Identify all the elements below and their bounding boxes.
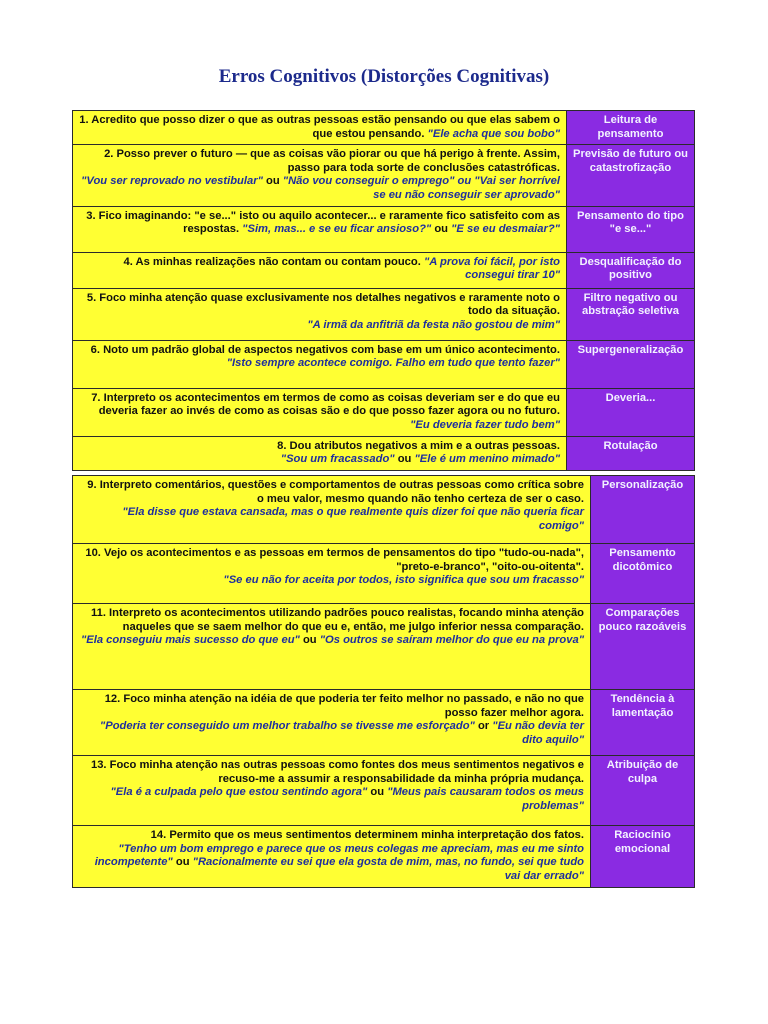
distortion-text: 3. Fico imaginando: "e se..." isto ou aquilo acontecer... e raramente fico satisfeito com as respostas. (86, 209, 560, 236)
distortion-label: Rotulação (567, 436, 695, 470)
example-b: "E se eu desmaiar?" (451, 223, 560, 236)
table-row (73, 544, 695, 604)
table-row (73, 756, 695, 826)
connector-word: ou (302, 634, 317, 647)
distortion-example (79, 175, 560, 202)
distortion-example (79, 720, 584, 747)
distortion-label: Deveria... (567, 388, 695, 436)
example-b: "Racionalmente eu sei que ela gosta de mim, mas, no fundo, sei que tudo vai dar errado" (192, 856, 584, 882)
distortion-text: 11. Interpreto os acontecimentos utilizando padrões pouco realistas, focando minha atenção naqueles que se saem melhor do que eu e, então, me julgo inferior nessa comparação. (91, 607, 584, 633)
table-row (73, 826, 695, 888)
distortion-example (79, 453, 560, 467)
distortion-text: 13. Foco minha atenção nas outras pessoas como fontes dos meus sentimentos negativos e recuso-me a assumir a responsabilidade da minha própria mudança. (90, 759, 584, 785)
distortions-table-1 (72, 110, 695, 471)
table-row (73, 690, 695, 756)
example-b: "Ele é um menino mimado" (414, 453, 560, 466)
distortion-description (73, 604, 591, 690)
distortion-label: Filtro negativo ou abstração seletiva (567, 288, 695, 340)
distortion-label: Desqualificação do positivo (567, 252, 695, 288)
distortion-example: "Ele acha que sou bobo" (427, 127, 560, 140)
connector-word: ou (265, 175, 280, 188)
distortion-label: Pensamento dicotômico (591, 544, 695, 604)
distortion-example (79, 634, 584, 648)
distortions-table-2 (72, 475, 695, 888)
example-a: "Tenho um bom emprego e parece que os meus colegas me apreciam, mas eu me sinto incompetente" (94, 842, 584, 869)
distortion-example: "Eu deveria fazer tudo bem" (410, 418, 560, 431)
distortion-text: 4. As minhas realizações não contam ou contam pouco. (123, 255, 421, 268)
example-b: "Meus pais causaram todos os meus problemas" (387, 786, 584, 812)
distortion-text: 10. Vejo os acontecimentos e as pessoas em termos de pensamentos do tipo "tudo-ou-nada", "preto-e-branco", "oito-ou-oitenta". (85, 547, 584, 573)
table-row (73, 288, 695, 340)
table-row (73, 206, 695, 252)
distortion-description (73, 288, 567, 340)
distortion-example: "A irmã da anfitriã da festa não gostou de mim" (307, 318, 560, 331)
table-row (73, 476, 695, 544)
connector-word: or (477, 720, 490, 733)
distortion-label: Previsão de futuro ou catastrofização (567, 145, 695, 206)
distortion-text: 5. Foco minha atenção quase exclusivamente nos detalhes negativos e raramente noto o todo da situação. (86, 291, 560, 318)
connector-word: ou (175, 856, 190, 869)
example-a: "Poderia ter conseguido um melhor trabalho se tivesse me esforçado" (99, 720, 475, 733)
distortion-example: "Isto sempre acontece comigo. Falho em tudo que tento fazer" (226, 357, 560, 370)
distortion-description (73, 826, 591, 888)
distortion-text: 1. Acredito que posso dizer o que as outras pessoas estão pensando ou que elas sabem o que estou pensando. (79, 114, 560, 140)
distortion-label: Personalização (591, 476, 695, 544)
distortion-label: Atribuição de culpa (591, 756, 695, 826)
table-row (73, 436, 695, 470)
distortion-text: 8. Dou atributos negativos a mim e a outras pessoas. (277, 439, 560, 452)
example-b: "Os outros se saíram melhor do que eu na prova" (319, 634, 584, 647)
table-row (73, 252, 695, 288)
example-a: "Ela conseguiu mais sucesso do que eu" (80, 634, 300, 647)
distortion-description (73, 252, 567, 288)
distortion-text: 12. Foco minha atenção na idéia de que poderia ter feito melhor no passado, e não no que posso fazer melhor agora. (104, 693, 584, 719)
example-a: "Sim, mas... e se eu ficar ansioso?" (242, 223, 432, 236)
distortion-description (73, 544, 591, 604)
distortion-label: Supergeneralização (567, 340, 695, 388)
distortion-example (79, 786, 584, 813)
distortion-text: 14. Permito que os meus sentimentos determinem minha interpretação dos fatos. (150, 829, 584, 841)
distortion-label: Tendência à lamentação (591, 690, 695, 756)
distortion-description (73, 436, 567, 470)
distortion-description (73, 111, 567, 145)
table-row (73, 388, 695, 436)
distortion-example: "A prova foi fácil, por isto consegui tirar 10" (423, 255, 560, 282)
distortion-description (73, 206, 567, 252)
connector-word: ou (397, 453, 412, 466)
distortion-example: "Se eu não for aceita por todos, isto significa que sou um fracasso" (223, 574, 584, 587)
page-title: Erros Cognitivos (Distorções Cognitivas) (218, 66, 550, 87)
distortion-label: Raciocínio emocional (591, 826, 695, 888)
distortion-description (73, 476, 591, 544)
distortion-label: Leitura de pensamento (567, 111, 695, 145)
example-b: "Eu não devia ter dito aquilo" (492, 720, 584, 746)
distortion-description (73, 145, 567, 206)
table-row (73, 145, 695, 206)
distortion-text: 6. Noto um padrão global de aspectos negativos com base em um único acontecimento. (90, 343, 560, 356)
example-a: "Ela é a culpada pelo que estou sentindo agora" (110, 786, 368, 799)
distortion-label: Comparações pouco razoáveis (591, 604, 695, 690)
distortion-description (73, 690, 591, 756)
distortion-text: 9. Interpreto comentários, questões e comportamentos de outras pessoas como crítica sobre o meu valor, mesmo quando não tenho certeza de ser o caso. (87, 479, 584, 505)
distortion-description (73, 340, 567, 388)
example-b: "Não vou conseguir o emprego" ou "Vai ser horrível se eu não conseguir ser aprovado" (282, 175, 560, 201)
table-row (73, 340, 695, 388)
connector-word: ou (434, 223, 449, 236)
table-row (73, 604, 695, 690)
distortion-example: "Ela disse que estava cansada, mas o que realmente quis dizer foi que não queria ficar comigo" (122, 506, 584, 532)
distortion-label: Pensamento do tipo "e se..." (567, 206, 695, 252)
distortion-text: 2. Posso prever o futuro — que as coisas vão piorar ou que há perigo à frente. Assim, passo para toda sorte de conclusões catastróficas. (104, 148, 560, 174)
distortion-example (79, 843, 584, 884)
table-row (73, 111, 695, 145)
example-a: "Vou ser reprovado no vestibular" (81, 175, 263, 188)
connector-word: ou (370, 786, 385, 799)
distortion-text: 7. Interpreto os acontecimentos em termos de como as coisas deveriam ser e do que eu deveria fazer ao invés de como as coisas são e do que posso fazer agora ou no futuro. (91, 391, 560, 418)
example-a: "Sou um fracassado" (280, 453, 395, 466)
distortion-description (73, 756, 591, 826)
distortion-description (73, 388, 567, 436)
